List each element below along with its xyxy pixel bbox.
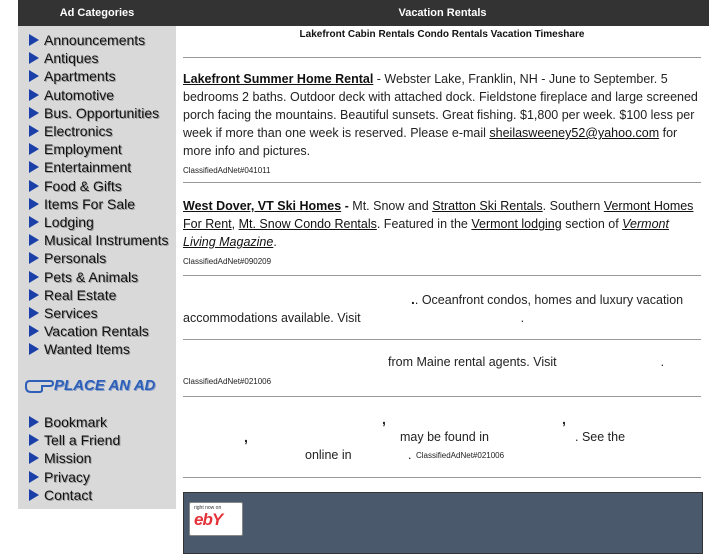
- main-content: [183, 26, 701, 529]
- ad-listing: West Dover, VT Ski Homes - Mt. Snow and Stratton Ski Rentals. Southern Vermont Homes For Rent, Mt. Snow Condo Rentals. Featured in the Vermont lodging section of Vermont Living Magazine. ClassifiedAdNet#090209: [183, 199, 694, 266]
- ad-listing: , , , may be found in . See the online in . ClassifiedAdNet#021006: [183, 410, 701, 464]
- category-item[interactable]: Electronics: [29, 122, 176, 140]
- triangle-arrow-icon: [29, 180, 39, 192]
- category-item[interactable]: Vacation Rentals: [29, 322, 176, 340]
- category-item[interactable]: Antiques: [29, 49, 176, 67]
- triangle-arrow-icon: [29, 198, 39, 210]
- subheader: Lakefront Cabin Rentals Condo Rentals Vacation Timeshare: [299, 29, 585, 40]
- inline-link[interactable]: Vermont Living Magazine: [183, 217, 669, 249]
- ebay-logo[interactable]: right now on ebY: [189, 502, 243, 536]
- category-item[interactable]: Real Estate: [29, 286, 176, 304]
- triangle-arrow-icon: [29, 161, 39, 173]
- place-an-ad-label: PLACE AN AD: [54, 376, 156, 394]
- pointing-hand-icon: [24, 376, 54, 394]
- triangle-arrow-icon: [29, 434, 39, 446]
- triangle-arrow-icon: [29, 107, 39, 119]
- ad-number: ClassifiedAdNet#021006: [183, 377, 272, 386]
- sidebar: [18, 26, 176, 509]
- triangle-arrow-icon: [29, 489, 39, 501]
- divider: [183, 396, 701, 397]
- triangle-arrow-icon: [29, 271, 39, 283]
- divider: [183, 339, 701, 340]
- triangle-arrow-icon: [29, 289, 39, 301]
- triangle-arrow-icon: [29, 34, 39, 46]
- category-item[interactable]: Personals: [29, 249, 176, 267]
- triangle-arrow-icon: [29, 307, 39, 319]
- ad-title-link[interactable]: Lakefront Summer Home Rental: [183, 72, 374, 86]
- triangle-arrow-icon: [29, 216, 39, 228]
- divider: [183, 182, 701, 183]
- ad-listing: Lakefront Summer Home Rental - Webster Lake, Franklin, NH - June to September. 5 bedrooms 2 baths. Outdoor deck with attached dock. Fieldstone fireplace and large screened porch facing the mountains. Beautiful sunsets. Great fishing. $1,800 per week. $100 less per week if more than one week is reserved. Please e-mail sheilasweeney52@yahoo.com for more info and pictures. ClassifiedAdNet#041011: [183, 72, 698, 175]
- triangle-arrow-icon: [29, 125, 39, 137]
- place-an-ad-link[interactable]: [24, 376, 155, 394]
- category-item[interactable]: Employment: [29, 140, 176, 158]
- ad-listing: .. Oceanfront condos, homes and luxury vacation accommodations available. Visit .: [183, 291, 684, 325]
- ad-number: ClassifiedAdNet#090209: [183, 257, 272, 266]
- main-header: Vacation Rentals: [176, 0, 709, 26]
- category-item[interactable]: Wanted Items: [29, 340, 176, 358]
- category-item[interactable]: Musical Instruments: [29, 231, 176, 249]
- sidebar-header: Ad Categories: [18, 0, 176, 26]
- triangle-arrow-icon: [29, 416, 39, 428]
- contact-link[interactable]: Contact: [29, 486, 120, 504]
- ad-number: ClassifiedAdNet#041011: [183, 166, 271, 175]
- ad-number: ClassifiedAdNet#021006: [416, 451, 505, 460]
- divider: [183, 275, 701, 276]
- bookmark-link[interactable]: Bookmark: [29, 413, 120, 431]
- inline-link[interactable]: Stratton Ski Rentals: [432, 199, 543, 213]
- triangle-arrow-icon: [29, 325, 39, 337]
- category-item[interactable]: Pets & Animals: [29, 267, 176, 285]
- category-item[interactable]: Services: [29, 304, 176, 322]
- inline-link[interactable]: Vermont lodging: [471, 217, 562, 231]
- privacy-link[interactable]: Privacy: [29, 468, 120, 486]
- category-item[interactable]: Automotive: [29, 86, 176, 104]
- email-link[interactable]: sheilasweeney52@yahoo.com: [489, 126, 660, 140]
- category-item[interactable]: Announcements: [29, 31, 176, 49]
- inline-link[interactable]: Vermont Homes For Rent: [183, 199, 694, 231]
- category-item[interactable]: Entertainment: [29, 158, 176, 176]
- category-item[interactable]: Apartments: [29, 67, 176, 85]
- divider: [183, 477, 701, 478]
- tell-a-friend-link[interactable]: Tell a Friend: [29, 431, 120, 449]
- category-item[interactable]: Bus. Opportunities: [29, 104, 176, 122]
- divider: [183, 57, 701, 58]
- triangle-arrow-icon: [29, 143, 39, 155]
- triangle-arrow-icon: [29, 452, 39, 464]
- triangle-arrow-icon: [29, 343, 39, 355]
- triangle-arrow-icon: [29, 471, 39, 483]
- triangle-arrow-icon: [29, 70, 39, 82]
- triangle-arrow-icon: [29, 52, 39, 64]
- ad-listing: from Maine rental agents. Visit . ClassifiedAdNet#021006: [183, 355, 665, 386]
- category-item[interactable]: Food & Gifts: [29, 177, 176, 195]
- misc-link-list: [29, 413, 120, 504]
- triangle-arrow-icon: [29, 89, 39, 101]
- category-item[interactable]: Items For Sale: [29, 195, 176, 213]
- page-frame: [18, 0, 709, 545]
- triangle-arrow-icon: [29, 252, 39, 264]
- category-list: [18, 26, 176, 358]
- triangle-arrow-icon: [29, 234, 39, 246]
- category-item[interactable]: Lodging: [29, 213, 176, 231]
- mission-link[interactable]: Mission: [29, 449, 120, 467]
- inline-link[interactable]: Mt. Snow Condo Rentals: [238, 217, 377, 231]
- ad-title-link[interactable]: West Dover, VT Ski Homes: [183, 199, 342, 213]
